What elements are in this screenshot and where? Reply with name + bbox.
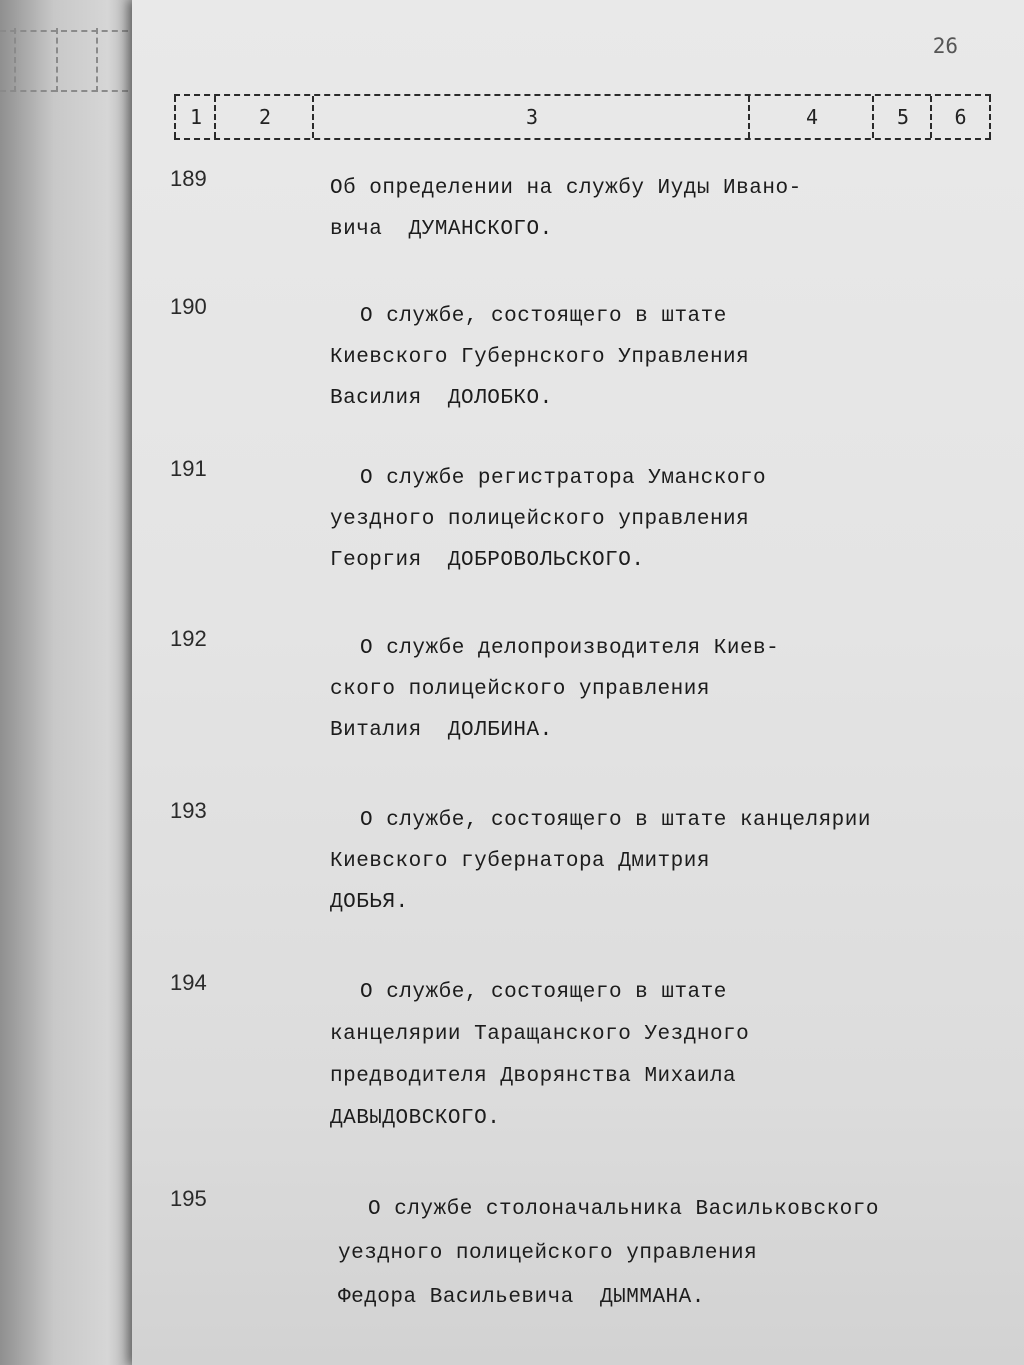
entry-description	[330, 800, 990, 923]
column-header-row	[174, 94, 991, 140]
entry-text-line: ского полицейского управления	[330, 678, 710, 701]
entry-number: 193	[170, 798, 207, 823]
entry-number: 189	[170, 166, 207, 191]
column-header-4: 4	[748, 96, 874, 138]
column-header-6: 6	[930, 96, 991, 138]
entry-text-line: Киевского губернатора Дмитрия	[330, 850, 710, 873]
entry-text-line: О службе, состоящего в штате	[360, 981, 727, 1004]
entry-description	[330, 168, 930, 250]
entry-description	[338, 1188, 1008, 1320]
entry-text-line: Киевского Губернского Управления	[330, 346, 750, 369]
adjacent-page-divider	[96, 28, 98, 92]
entry-text-line: Об определении на службу Иуды Ивано-	[330, 177, 802, 200]
adjacent-page-rule-top	[0, 30, 128, 32]
entry-description	[330, 458, 930, 581]
adjacent-page	[0, 0, 135, 1365]
column-header-2: 2	[214, 96, 314, 138]
entry-number: 194	[170, 970, 207, 995]
entry-text-line: вича ДУМАНСКОГО.	[330, 218, 553, 241]
entry-text-line: О службе делопроизводителя Киев-	[360, 637, 780, 660]
entry-text-line: Георгия ДОБРОВОЛЬСКОГО.	[330, 549, 645, 572]
entry-number: 190	[170, 294, 207, 319]
page-number: 26	[932, 34, 958, 58]
entry-text-line: Василия ДОЛОБКО.	[330, 387, 553, 410]
entry-number: 191	[170, 456, 207, 481]
entry-description	[330, 972, 930, 1140]
entry-number: 195	[170, 1186, 207, 1211]
entry-text-line: О службе, состоящего в штате канцелярии	[360, 809, 871, 832]
column-header-3: 3	[312, 96, 750, 138]
document-page	[132, 0, 1024, 1365]
column-header-1: 1	[174, 96, 216, 138]
adjacent-page-divider	[56, 28, 58, 92]
adjacent-page-divider	[14, 28, 16, 92]
entry-text-line: О службе столоначальника Васильковского	[368, 1198, 879, 1221]
entry-text-line: канцелярии Таращанского Уездного	[330, 1023, 750, 1046]
entry-text-line: ДАВЫДОВСКОГО.	[330, 1107, 501, 1130]
entry-text-line: уездного полицейского управления	[330, 508, 750, 531]
entry-text-line: О службе, состоящего в штате	[360, 305, 727, 328]
entry-text-line: Федора Васильевича ДЫММАНА.	[338, 1286, 705, 1309]
entry-text-line: Виталия ДОЛБИНА.	[330, 719, 553, 742]
entry-text-line: уездного полицейского управления	[338, 1242, 758, 1265]
entry-text-line: О службе регистратора Уманского	[360, 467, 767, 490]
column-header-5: 5	[872, 96, 932, 138]
entry-description	[330, 296, 930, 419]
entry-description	[330, 628, 930, 751]
entry-number: 192	[170, 626, 207, 651]
adjacent-page-rule-bottom	[0, 90, 128, 92]
entry-text-line: ДОБЬЯ.	[330, 891, 409, 914]
entry-text-line: предводителя Дворянства Михаила	[330, 1065, 737, 1088]
